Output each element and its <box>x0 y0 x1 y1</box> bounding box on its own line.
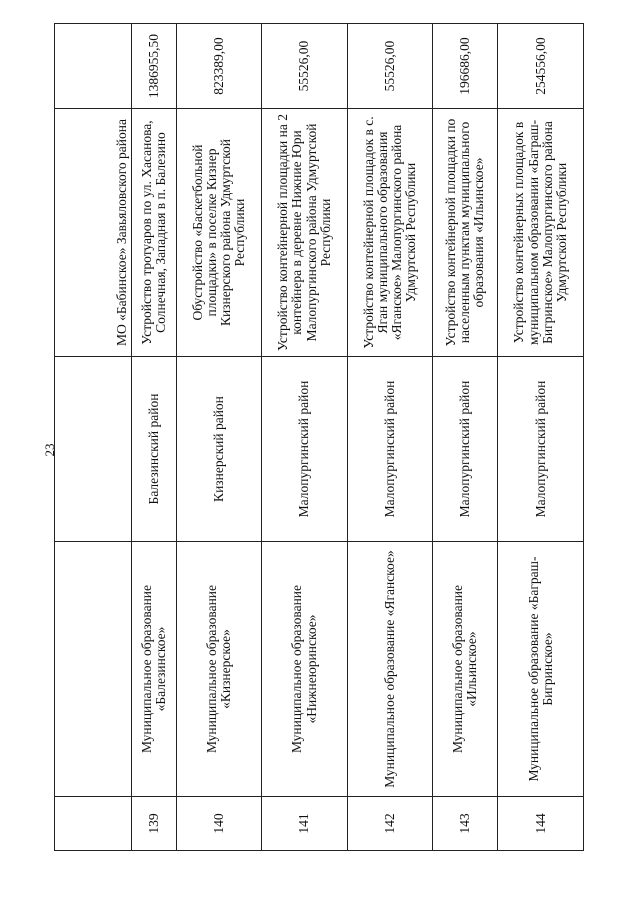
table-cell <box>55 357 132 542</box>
table-cell <box>55 797 132 851</box>
district-cell: Малопургинский район <box>262 357 347 542</box>
entity-cell: Муниципальное образование «Ильинское» <box>433 542 498 797</box>
amount-cell: 1386955,50 <box>132 24 177 109</box>
project-cell: Устройство контейнерной площадок в с. Яган муниципального образования «Яганское» Малопургинского района Удмуртской Республики <box>347 109 432 357</box>
table-cell <box>55 109 132 357</box>
amount-cell: 55526,00 <box>347 24 432 109</box>
amount-cell: 55526,00 <box>262 24 347 109</box>
table-cell <box>55 542 132 797</box>
project-cell: Устройство контейнерной площадки на 2 контейнера в деревне Нижние Юри Малопургинского района Удмуртской Республики <box>262 109 347 357</box>
table-row <box>347 24 432 851</box>
district-cell: Кизнерский район <box>176 357 261 542</box>
entity-cell: Муниципальное образование «Нижнеюринское» <box>262 542 347 797</box>
district-cell: Малопургинский район <box>347 357 432 542</box>
page-number: 23 <box>42 443 57 457</box>
row-number: 140 <box>176 797 261 851</box>
amount-cell: 254556,00 <box>498 24 584 109</box>
project-cell: Устройство контейнерной площадки по населенным пунктам муниципального образования «Ильинское» <box>433 109 498 357</box>
entity-cell: Муниципальное образование «Балезинское» <box>132 542 177 797</box>
project-cell: Устройство контейнерных площадок в муниципальном образовании «Баграш-Бигринское» Малопургинского района Удмуртской Республики <box>498 109 584 357</box>
amount-cell: 196686,00 <box>433 24 498 109</box>
project-cell: Обустройство «Баскетбольной площадки» в поселке Кизнер Кизнерского района Удмуртской Республики <box>176 109 261 357</box>
project-cell: Устройство тротуаров по ул. Хасанова, Солнечная, Западная в п. Балезино <box>132 109 177 357</box>
district-cell: Балезинский район <box>132 357 177 542</box>
entity-cell: Муниципальное образование «Яганское» <box>347 542 432 797</box>
district-cell: Малопургинский район <box>498 357 584 542</box>
row-number: 141 <box>262 797 347 851</box>
table-row <box>132 24 177 851</box>
row-number: 144 <box>498 797 584 851</box>
projects-table <box>54 23 584 851</box>
row-number: 142 <box>347 797 432 851</box>
district-cell: Малопургинский район <box>433 357 498 542</box>
table-row <box>262 24 347 851</box>
table-row <box>433 24 498 851</box>
row-number: 143 <box>433 797 498 851</box>
entity-cell: Муниципальное образование «Кизнерское» <box>176 542 261 797</box>
table-cell <box>55 24 132 109</box>
row-number: 139 <box>132 797 177 851</box>
continuation-text: МО «Бабинское» Завьяловского района <box>113 119 129 346</box>
entity-cell: Муниципальное образование «Баграш-Бигринское» <box>498 542 584 797</box>
rotated-table-wrapper <box>54 24 584 851</box>
table-continuation-row <box>55 24 132 851</box>
amount-cell: 823389,00 <box>176 24 261 109</box>
table-row <box>498 24 584 851</box>
table-row <box>176 24 261 851</box>
